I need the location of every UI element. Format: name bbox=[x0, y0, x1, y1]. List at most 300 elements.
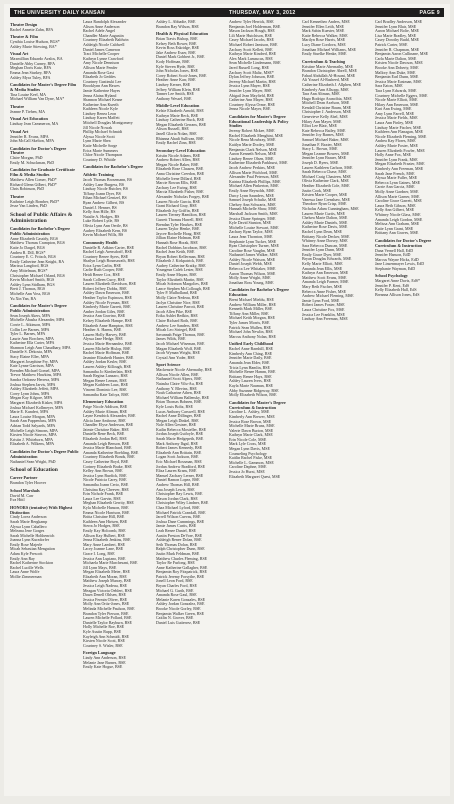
graduate-name: Amy Nicole Dennison bbox=[83, 61, 119, 66]
graduate-name: Anne Elizabeth Cassidy, BGS bbox=[10, 236, 58, 241]
graduate-name: Laura Lee Garvin, BSE bbox=[83, 496, 121, 501]
graduate-name: Amanda Katherine Boehling, BSE bbox=[83, 450, 139, 455]
graduate-name: Matthew Joseph Murray, BSE bbox=[83, 579, 132, 584]
graduate-name: Heather Anne Karr, BSE bbox=[156, 78, 196, 83]
graduate-name: Ashley Marie Stiewing, BA* bbox=[10, 44, 57, 49]
graduate-name: Kaitlin Rachel Fiske, MSE bbox=[229, 456, 273, 461]
graduate-name: Brent Michael Mieldu, BSE bbox=[229, 298, 274, 303]
graduate-name: Andrew Lee Sanders, BSE bbox=[156, 323, 199, 328]
graduate-name: Jared Russell Long, BSE bbox=[229, 65, 269, 70]
graduate-name: Jessica Ann Lupiano, BSE bbox=[83, 556, 126, 561]
graduate-name: Kenneth Mark Miller, BSE bbox=[229, 307, 273, 312]
graduate-name: Lindy Ann Anderson, BSE bbox=[83, 656, 126, 661]
graduate-name: Samuel Joseph Schultz, MSE bbox=[229, 198, 277, 203]
graduate-name: Laura Ann Finley, MSE bbox=[375, 121, 414, 126]
graduate-name: Michael William Ballensky, BSE bbox=[156, 395, 210, 400]
graduate-name: Danielle R. Adkins-Carter, BSE bbox=[83, 245, 135, 250]
graduate-name: John Nicholas Jones, BSE bbox=[156, 69, 198, 74]
degree-section bbox=[10, 450, 79, 464]
graduate-name: Sara Rebecca Duncan, MSE bbox=[302, 243, 348, 248]
degree-section bbox=[10, 147, 79, 166]
graduate-name: Katie Jo Dargel, BGS bbox=[10, 246, 45, 251]
graduate-name: Ashley Nicole Watson, MSE bbox=[229, 257, 276, 262]
graduate-name: Alison Anne Anderson bbox=[83, 24, 120, 29]
graduate-name: Jessica Marie Hernandez, BSE bbox=[83, 341, 133, 346]
graduate-name: Kathleen Nicole Kyle bbox=[83, 107, 118, 112]
graduate-name: Lynn Marie Shea bbox=[83, 139, 111, 144]
graduate-name: Jacob Andrew Perkins, MSE bbox=[229, 166, 275, 171]
graduate-name: Chaz Michael Lyford, BSE bbox=[156, 505, 200, 510]
graduate-name: Michael William Van Dyne, MA* bbox=[10, 97, 65, 102]
graduate-name: Robert James Foster, MSE bbox=[302, 303, 345, 308]
graduate-name: Bryan Charles Ford, BSE bbox=[156, 584, 197, 589]
graduate-name: Jonathan Ross Young, MSE bbox=[229, 280, 274, 285]
section-heading: Foreign Language bbox=[83, 650, 116, 656]
graduate-name: Emily Rachel Zinn, BSE bbox=[156, 141, 196, 146]
graduate-name: Mark Lyle Cross, MSE bbox=[229, 442, 267, 447]
graduate-name: Rachel Leigh Arensdorff, BSE bbox=[83, 250, 133, 255]
graduate-name: Kayleigh Ann Schmidt, BSE bbox=[83, 634, 129, 639]
graduate-name: Corey Lynn Johns, MPA bbox=[10, 391, 50, 396]
section-heading: Candidates for Doctor's Degree Public Administration bbox=[10, 448, 79, 459]
graduate-name: Nathaniel Sean Wright, PhD bbox=[10, 459, 56, 464]
graduate-name: Corey Robert Scott-Jones, BSE bbox=[156, 73, 207, 78]
graduate-name: Eliza Lauren Krans, BSE bbox=[156, 469, 197, 474]
graduate-name: Megan Lynn Davis, MSE bbox=[229, 447, 270, 452]
graduate-name: Joshua Michael Kollmeyer, MPA bbox=[10, 405, 64, 410]
graduate-name: Richard Glenn Gilbert, PhD* bbox=[10, 182, 57, 187]
graduate-name: Rachel Adele Angel bbox=[83, 29, 115, 34]
graduate-name: Ashley Myra Tuley, BFA bbox=[10, 75, 51, 80]
graduate-name: Michael John Newlin, BSE bbox=[229, 330, 273, 335]
graduate-name: Kyle Louis Boltz, BSE bbox=[156, 404, 193, 409]
graduate-name: Marcus Anthony Nolan, BSE bbox=[229, 334, 276, 339]
graduate-name: Jeremy Michael Martin, BSE bbox=[229, 79, 276, 84]
graduate-name: Jordan Joseph Guifoyle, BSE bbox=[156, 432, 204, 437]
graduate-name: Marcie Rowan Ellis, BSE bbox=[156, 181, 198, 186]
graduate-name: Kathryn Ann Emerson, MSE bbox=[302, 271, 349, 276]
graduate-name: Courtney Gustinski Lee bbox=[83, 79, 122, 84]
graduate-name: Chris Robinson, PhD bbox=[10, 187, 45, 192]
graduate-name: Molly Elizabeth Wilson, BSE bbox=[229, 393, 277, 398]
graduate-name: Megan Elizabeth Gerrans, BSE bbox=[156, 122, 207, 127]
graduate-name: Courtney D. Whittle bbox=[83, 157, 116, 162]
graduate-name: Kevin Ross Eskridge, BSE bbox=[156, 46, 200, 51]
graduate-name: Nathaniel Scott Alpers, BSE bbox=[156, 377, 202, 382]
graduate-name: Jennifer Ellen Leith, MSE bbox=[302, 24, 344, 29]
degree-section bbox=[156, 20, 225, 29]
graduate-name: Brian Thomas Bohnen, BSE bbox=[156, 400, 202, 405]
graduate-name: Lindsey Kerner, BSE bbox=[156, 82, 191, 87]
graduate-name: Whitney Anne Dorsey, MSE bbox=[302, 239, 348, 244]
graduate-name: Tara Lynn Edwards, MSE bbox=[375, 88, 417, 93]
graduate-name: Amanda Leigh Benson, BSE bbox=[83, 441, 130, 446]
degree-section bbox=[10, 168, 79, 191]
degree-section bbox=[229, 115, 298, 286]
graduate-name: Rachel Marie Hoffman, BSE bbox=[83, 351, 130, 356]
graduate-name: Emily Anne Reynolds, MSE bbox=[229, 188, 275, 193]
graduate-name: Zachary Scott Kellett, BSE bbox=[229, 47, 273, 52]
graduate-name: Michelle Renee Hamm, BSE bbox=[229, 370, 276, 375]
graduate-name: Kyle Steven Hyde, BSE bbox=[156, 64, 195, 69]
graduate-name: Michelle Leigh Simons, MPA bbox=[10, 428, 58, 433]
graduate-name: Heather Elizabeth Cole, MSE bbox=[302, 183, 350, 188]
graduate-name: Jessica Leigh Nadeau, BSE bbox=[83, 584, 127, 589]
graduate-name: Courtney S. Wisler, BSE bbox=[83, 643, 123, 648]
graduate-name: Andrea Kay Flores, MSE bbox=[375, 139, 416, 144]
graduate-name: Hannah Michelle Shaw, MSE bbox=[229, 207, 277, 212]
graduate-name: Jessica Lee Franklin, MSE bbox=[302, 312, 345, 317]
graduate-name: Chandler Elyse Anderson, BSE bbox=[83, 423, 134, 428]
graduate-name: Amanda Jean Elder, BSE bbox=[229, 360, 270, 365]
graduate-name: Tina Louise Keel, MA bbox=[10, 92, 47, 97]
graduate-name: Hugo Rodrigo Arancibia, MSE bbox=[302, 96, 352, 101]
graduate-name: Meagan Victoria Oehlert, BSE bbox=[83, 588, 133, 593]
graduate-name: Paige Nicole Addison, BSE bbox=[83, 404, 128, 409]
graduate-name: Claire Richard Roth, BSE bbox=[156, 319, 198, 324]
graduate-name: Kathryn Marie Kindred, BSE bbox=[229, 52, 277, 57]
graduate-name: Robert James Kennedy, BSE bbox=[156, 446, 203, 451]
graduate-name: Laura Anne Wolfe bbox=[10, 570, 40, 575]
graduate-name: Lili Marie Hutchison, BSE bbox=[229, 33, 273, 38]
graduate-name: Nicole Elizabeth Fleming, MSE bbox=[375, 134, 427, 139]
graduate-name: Elizabeth Joy Griffin, BSE bbox=[156, 208, 200, 213]
graduate-name: Benjamin Earl Dunn, MSE bbox=[375, 75, 419, 80]
graduate-name: Micah Leo Striegel, BSE bbox=[156, 328, 197, 333]
graduate-name: Lauren Elizabeth Fowler, MSE bbox=[375, 148, 425, 153]
graduate-name: Laura Louise Morgan, MPA bbox=[10, 414, 56, 419]
graduate-name: Danielle S. Dekosta, MPA bbox=[10, 350, 53, 355]
degree-section bbox=[302, 60, 371, 322]
graduate-name: Emily M. Schuckman, PhD bbox=[10, 160, 55, 165]
graduate-name: Lance Stephen McCollough, BSE bbox=[156, 286, 211, 291]
section-heading: Candidates for Graduate Certificate Film & Media Studies bbox=[10, 167, 75, 178]
graduate-name: Jessica Lynn Burdick, BSE bbox=[83, 473, 127, 478]
graduate-name: Mollie Zimmerman bbox=[10, 575, 42, 580]
graduate-name: Benjamin Clark Nelson, MSE bbox=[229, 147, 277, 152]
graduate-name: Elizabeth J. Kirkpatrick, BSE bbox=[156, 259, 204, 264]
graduate-name: Rachel Annette Zahn, BFA bbox=[10, 27, 54, 32]
graduate-name: Stephanie Wayman, EdD bbox=[375, 266, 416, 271]
graduate-name: Lauren Marie Curtis, MSE bbox=[302, 211, 345, 216]
graduate-name: Daniel Luis Gutierrez, BSE bbox=[156, 620, 201, 625]
degree-section bbox=[302, 20, 371, 57]
graduate-name: Alyssa Marie Fuller, MSE bbox=[375, 176, 418, 181]
graduate-name: Jessica Marie Blanchard, BSE bbox=[83, 446, 132, 451]
graduate-name: Tyler L. Barnes, MPA bbox=[10, 332, 46, 337]
graduate-name: Brooklynn Ann Hawes bbox=[83, 84, 120, 89]
graduate-name: Rebecca Lee Whitaker, MSE bbox=[229, 267, 276, 272]
graduate-name: Jacob Thomas Brosemann, BS bbox=[83, 178, 133, 182]
graduate-name: Carl Bradley Anderson, MSE bbox=[375, 20, 423, 24]
graduate-name: Natasha Claire Vilu-Au, BSE bbox=[156, 381, 204, 386]
graduate-name: Katie Michelle Sorge bbox=[83, 144, 118, 149]
graduate-name: Anne Katherine Gallagher, BSE bbox=[156, 565, 208, 570]
graduate-name: Catherine Ann Mayer, BSE bbox=[229, 98, 273, 103]
graduate-name: Corrie L. Atkinson, MPA bbox=[10, 322, 51, 327]
graduate-name: Leah Renee Daniel, BSE bbox=[156, 528, 196, 533]
graduate-name: Katherine Ann Kuerth bbox=[83, 102, 119, 107]
graduate-name: Brooke Ann Doherty, MSE bbox=[375, 65, 419, 70]
graduate-name: Laura Jean Thornton, MSE bbox=[229, 234, 273, 239]
section-heading: Health & Physical Education bbox=[156, 31, 208, 37]
degree-section bbox=[10, 304, 79, 447]
graduate-name: Mason Jordan Clark, BSE bbox=[156, 496, 198, 501]
degree-section bbox=[10, 83, 79, 102]
graduate-name: Megan Leanne Bowers, MSE bbox=[302, 151, 350, 156]
paper-name: THE UNIVERSITY DAILY KANSAN bbox=[14, 9, 106, 16]
graduate-name: Lindsay Karen Maffett bbox=[83, 116, 120, 121]
graduate-name: Kimberly Ann Freeman, MSE bbox=[375, 167, 424, 171]
graduate-name: Alyssa Nicole Scott bbox=[83, 134, 115, 139]
graduate-name: Nathaniel James Walker, MSE bbox=[229, 253, 278, 258]
graduate-name: Daniel Joseph Webb, MSE bbox=[229, 262, 272, 267]
graduate-name: Jennifer Lynn Frank, MSE bbox=[375, 157, 418, 162]
graduate-name: Kirsten Nicole Scott, BSE bbox=[83, 639, 125, 644]
graduate-name: Abigail Jean Mayfield, BSE bbox=[229, 93, 275, 98]
graduate-name: Amanda Leigh Gordon, MSE bbox=[375, 217, 423, 222]
graduate-name: Michael Patrick Crandall, BSE bbox=[156, 510, 206, 515]
degree-section bbox=[10, 195, 79, 209]
section-heading: Visual Art bbox=[10, 51, 29, 57]
graduate-name: Rachel Lynn Dean, MSE bbox=[302, 229, 342, 234]
graduate-name: Tyler James Morris, BSE bbox=[229, 321, 270, 326]
graduate-name: Sarah Jane French, MSE bbox=[375, 171, 415, 176]
section-heading: Candidates for Bachelor's Degree bbox=[83, 164, 143, 170]
graduate-name: Brittany Nicole Decker, MSE bbox=[302, 234, 350, 239]
graduate-name: Brittany Renee Hays, BSE bbox=[229, 374, 272, 379]
graduate-name: Darcy Lynn Saunders, MSE bbox=[229, 193, 274, 198]
graduate-name: Ashley Lane Burgess, BS bbox=[83, 182, 125, 187]
section-heading: HONORS (tentative) With Highest Distinction bbox=[10, 504, 73, 515]
graduate-name: Micah Solomon Margolies, BSE bbox=[156, 282, 209, 287]
graduate-name: Traci Michelle Cooper bbox=[83, 52, 120, 57]
graduate-name: Yu Xin Yan, BA bbox=[10, 296, 37, 301]
graduate-name: Ashleigh Renee Dolan, BSE bbox=[156, 538, 202, 543]
graduate-name: Kelsey Elizabeth Hampe, BSE bbox=[83, 319, 133, 324]
section-heading: Secondary-Level Education bbox=[156, 147, 206, 153]
graduate-name: Lauren Michelle Hislop, BSE bbox=[83, 346, 131, 351]
graduate-name: Lauren Nicole Garcia, BSE bbox=[156, 199, 200, 204]
graduate-name: Michaela Marie Marchesani, BSE bbox=[83, 561, 138, 566]
graduate-name: Rachel Elizabeth Menghini, MSE bbox=[229, 133, 283, 138]
graduate-name: Benjamin Aaron Cullinane, MSE bbox=[375, 52, 429, 57]
graduate-name: David M. Carr bbox=[10, 493, 34, 498]
graduate-name: Andrew Tyler Herrick, BSE bbox=[229, 20, 274, 24]
graduate-name: Kelly Elizabeth Hall, EdS bbox=[375, 288, 417, 293]
graduate-name: Jennifer Hanson, EdD bbox=[375, 253, 411, 258]
graduate-name: Justin Cook, MSE bbox=[302, 188, 332, 193]
graduate-name: Anthony Wessel, BSE bbox=[156, 96, 192, 101]
graduate-name: Meghan Elizabeth Gerrity, BSE bbox=[83, 501, 134, 506]
section-heading: Candidates for Bachelor's Degree Public Administration bbox=[10, 226, 70, 237]
graduate-name: Rhianna Ahadi Sullivan, BSE bbox=[156, 136, 204, 141]
degree-section bbox=[10, 130, 79, 144]
graduate-name: Natalie A. Hodges, BS bbox=[83, 214, 120, 219]
graduate-name: Zachary Ryan Taylor, MSE bbox=[229, 230, 273, 235]
degree-section bbox=[375, 20, 444, 236]
graduate-name: Katrina Elizabeth Phillips, MSE bbox=[229, 179, 281, 184]
masthead bbox=[10, 8, 444, 17]
graduate-name: Allison Marie Fender bbox=[83, 65, 118, 70]
graduate-name: Kimberly Marie Garrett, BSE bbox=[83, 305, 131, 310]
graduate-name: Megan Nicole Baker, BSE bbox=[156, 162, 199, 167]
section-heading: Unified Early Childhood bbox=[229, 341, 274, 347]
graduate-name: Genevieve Kelly Abel, MSE bbox=[302, 115, 348, 120]
graduate-name: Stacy L. Brown, MSE bbox=[302, 147, 338, 152]
graduate-name: Casey Dorothy Budd, MSE bbox=[375, 38, 419, 43]
graduate-name: Michael Keith Morgan, BSE bbox=[229, 316, 275, 321]
graduate-name: Grant Richard Gray, BSE bbox=[156, 204, 197, 209]
graduate-name: Jennifer Lynn Mayer, BSE bbox=[229, 88, 272, 93]
graduate-name: Anthony Y. Blevins, BSE bbox=[156, 386, 197, 391]
graduate-name: Michael Robert Jamison, BSE bbox=[229, 42, 278, 47]
graduate-name: Allison Nicole Allen, BSE bbox=[156, 372, 199, 377]
graduate-name: Erica Marie Summers bbox=[83, 148, 119, 153]
graduate-name: Kelley Ann Brown, BSE bbox=[83, 469, 123, 474]
graduate-name: Robert Jeffrey Dobbs, BSE bbox=[83, 286, 127, 291]
graduate-name: Eva Hittl bbox=[10, 498, 25, 503]
graduate-name: Lucas Anthony Carswell, BSE bbox=[156, 409, 205, 414]
section-heading: Curriculum & Teaching bbox=[302, 58, 346, 64]
graduate-name: Kristen Nicole Dawson, MSE bbox=[375, 61, 423, 66]
graduate-name: Marilyn Rose Harris, MSE bbox=[302, 38, 346, 43]
degree-section bbox=[156, 104, 225, 146]
section-heading: Community Health bbox=[83, 239, 118, 245]
graduate-list-columns bbox=[10, 20, 444, 672]
graduate-name: Sarah Rebecca Chase, MSE bbox=[302, 170, 347, 175]
graduate-name: Kevin Michael Smith, BGS bbox=[10, 278, 55, 283]
graduate-name: Jamie Katherine Hayes bbox=[83, 88, 121, 93]
graduate-name: Rebecca Anne Fisher, MSE bbox=[302, 289, 347, 294]
graduate-name: Jonathan Michael Williams, MSE bbox=[302, 47, 356, 52]
graduate-name: Jarrell Wilson Cuevas, BSE bbox=[156, 515, 201, 520]
graduate-name: Sarah Michelle Holthenrich bbox=[10, 533, 55, 538]
graduate-name: Phillip Michael Schmidt bbox=[83, 130, 123, 135]
graduate-name: Elizabeth A. Wilkens, MPA bbox=[10, 442, 55, 447]
graduate-name: Mallory Ann Duke, MSE bbox=[375, 70, 416, 75]
graduate-name: Ashley Jordan Gonzalez, BSE bbox=[156, 602, 205, 607]
graduate-name: Allison Kay Hulbert, BSE bbox=[83, 533, 125, 538]
graduate-name: Jordan Andrew Bradford, BSE bbox=[156, 464, 206, 469]
degree-section bbox=[229, 342, 298, 397]
graduate-name: Abby Suzanne Ridgeway, BSE bbox=[229, 388, 279, 393]
graduate-name: Brett J. Thomas, BGS bbox=[10, 287, 46, 292]
graduate-name: Zachary Scott Maltz, MSE* bbox=[229, 70, 274, 75]
graduate-name: Logan Scott Jackson, BSE bbox=[156, 455, 199, 460]
graduate-name: Lucy Diane Cordova, MSE bbox=[302, 42, 346, 47]
graduate-name: Lindsay Catherine Buck, BSE bbox=[156, 118, 205, 123]
graduate-name: Kathrine Leigh Bomber, PhD* bbox=[10, 199, 60, 204]
graduate-name: Matthew Thomas Crampton, BGS bbox=[10, 241, 65, 246]
graduate-name: Jeffrey William Klein, BSE bbox=[156, 87, 201, 92]
section-heading: Theatre Design bbox=[10, 22, 38, 27]
graduate-name: Aaron Michael Bolte, MSE bbox=[375, 29, 419, 34]
graduate-name: Danielle Rene Beck, BSE bbox=[83, 432, 125, 437]
graduate-name: Courtney Renee Ayers, BSE bbox=[83, 254, 129, 259]
graduate-name: Kyla Michelle Hanson, BSE bbox=[83, 505, 129, 510]
graduate-name: Melanie Karen Gonzales, BSE bbox=[156, 597, 206, 602]
degree-section bbox=[10, 35, 79, 49]
degree-section bbox=[156, 149, 225, 361]
graduate-name: Andrea R. Dill, BGS* bbox=[10, 250, 46, 255]
graduate-name: Jenna Alaina Hyland bbox=[83, 93, 117, 98]
graduate-name: Counseling Psychology bbox=[229, 451, 267, 456]
graduate-name: Youngeun Caleb Lester, BSE bbox=[156, 268, 203, 273]
graduate-name: Amy Mittelman, BGS* bbox=[10, 268, 48, 273]
graduate-name: Marie E. Kundert, MPA bbox=[10, 410, 49, 415]
graduate-name: Ashley Marie Altman, BSE bbox=[83, 409, 127, 414]
graduate-name: Mary Beth Fischer, MSE bbox=[302, 285, 343, 290]
graduate-name: Brenden Michael Gomel, MPA bbox=[10, 368, 60, 373]
graduate-name: Sandra Ordonez Herrera, MPA bbox=[10, 378, 60, 383]
graduate-name: Laura Randolph Alexander bbox=[83, 20, 127, 24]
graduate-name: Kari Ann Ewing, MSE bbox=[375, 107, 412, 112]
graduate-name: Maxmillian Eduardo Avalos, BA bbox=[10, 57, 63, 62]
graduate-name: Sarah Colleen Curry, BSE bbox=[83, 277, 125, 282]
graduate-name: Ashley Marie Daniels, MSE bbox=[302, 220, 348, 225]
graduate-name: Jaycee Rochelle Hoag, BSE bbox=[156, 231, 201, 236]
graduate-name: Sarah Marie Bergkamp bbox=[10, 519, 48, 524]
graduate-name: Emma Jean Starkey, BFA bbox=[10, 70, 51, 75]
graduate-name: Shailyn Leigh Bounsavath, BSE bbox=[83, 259, 135, 264]
graduate-name: Savannah Paige Thomas, BSE bbox=[156, 332, 205, 337]
graduate-name: Brandon Ray Wilson, BSE bbox=[156, 24, 199, 29]
graduate-name: Brandon Tyler Pierson, BSE bbox=[83, 611, 129, 616]
graduate-name: Kate Rebecca Bailey, MSE bbox=[302, 128, 346, 133]
graduate-name: Kelly Ann Gilbert, MSE bbox=[375, 208, 415, 213]
section-heading: School Marshals bbox=[10, 487, 40, 493]
graduate-name: Brandon Christopher Abrell, MSE bbox=[302, 69, 357, 74]
graduate-name: Brendan Tyler Hawkes, BSE bbox=[156, 222, 203, 227]
graduate-name: Kimberly Ann Allsopp, MSE bbox=[302, 87, 349, 92]
graduate-name: Dana Vernell Hall, EdD bbox=[375, 248, 414, 253]
graduate-name: Justin Mark Feldman, BSE bbox=[156, 551, 200, 556]
graduate-name: Nicole Marie Elliott, MSE bbox=[375, 98, 418, 103]
graduate-name: Daniel Mark Gobbert Jr., BSE bbox=[156, 55, 205, 60]
graduate-name: Ralph Christopher Dunn, BSE bbox=[156, 547, 205, 552]
graduate-name: Chelsey Ann Schwartz, MSE bbox=[229, 202, 276, 207]
graduate-name: Samantha Kate Tafoya, BSE bbox=[83, 392, 129, 397]
graduate-name: Michael Craig Chasteen, MSE bbox=[302, 174, 351, 179]
graduate-name: Jake Andrew Esser, BSE bbox=[156, 50, 196, 55]
graduate-name: Kyle David Stanton, MSE bbox=[229, 221, 271, 226]
graduate-name: Manuel Zachary Lerner, BSE bbox=[156, 473, 204, 478]
graduate-name: Megan Renee Lemon, BSE bbox=[83, 378, 127, 383]
graduate-name: Hilary Ann Mayer, MSE bbox=[302, 119, 342, 124]
graduate-name: Layne Kendrick Alexander, BSE bbox=[83, 414, 136, 419]
graduate-name: Aaron Kenneth Nelson, MSE bbox=[229, 152, 277, 157]
graduate-name: Brian Travis Bishop, BSE bbox=[156, 36, 198, 41]
graduate-name: Ashley Jordan Kesler, BSE bbox=[83, 360, 127, 365]
graduate-name: Andrew Thomas Hill, BSE bbox=[156, 483, 200, 487]
degree-section bbox=[229, 401, 298, 480]
graduate-name: Ethan Michael Gentzel, BS bbox=[83, 196, 127, 201]
graduate-name: Luke Robert Lytle, BS bbox=[83, 219, 120, 224]
graduate-name: Brittany Ann Graves, MSE bbox=[375, 231, 419, 236]
graduate-name: Jacob Wyman Wright, BSE bbox=[156, 351, 200, 356]
graduate-name: Michelle Marie Bruns, MSE bbox=[229, 424, 275, 429]
section-heading: Sport Science bbox=[156, 362, 181, 368]
graduate-name: Sean Joseph Akers, MPA bbox=[10, 313, 51, 318]
graduate-name: Jenna Nicole Mayer, BSE bbox=[229, 107, 271, 112]
graduate-name: Kathryn Marie Clark, MSE bbox=[229, 433, 273, 438]
graduate-name: Taylor Elizabeth Martin, BSE bbox=[156, 277, 204, 282]
graduate-name: Andrew Robert Allen, BSE bbox=[156, 158, 200, 163]
graduate-name: Kate Lynne Garrison, MPA bbox=[10, 364, 54, 369]
graduate-name: Shannon Leigh Ann Chaudhary, MPA bbox=[10, 345, 71, 350]
graduate-name: Jasmine Elizabeth Hunter, BSE bbox=[83, 355, 134, 360]
